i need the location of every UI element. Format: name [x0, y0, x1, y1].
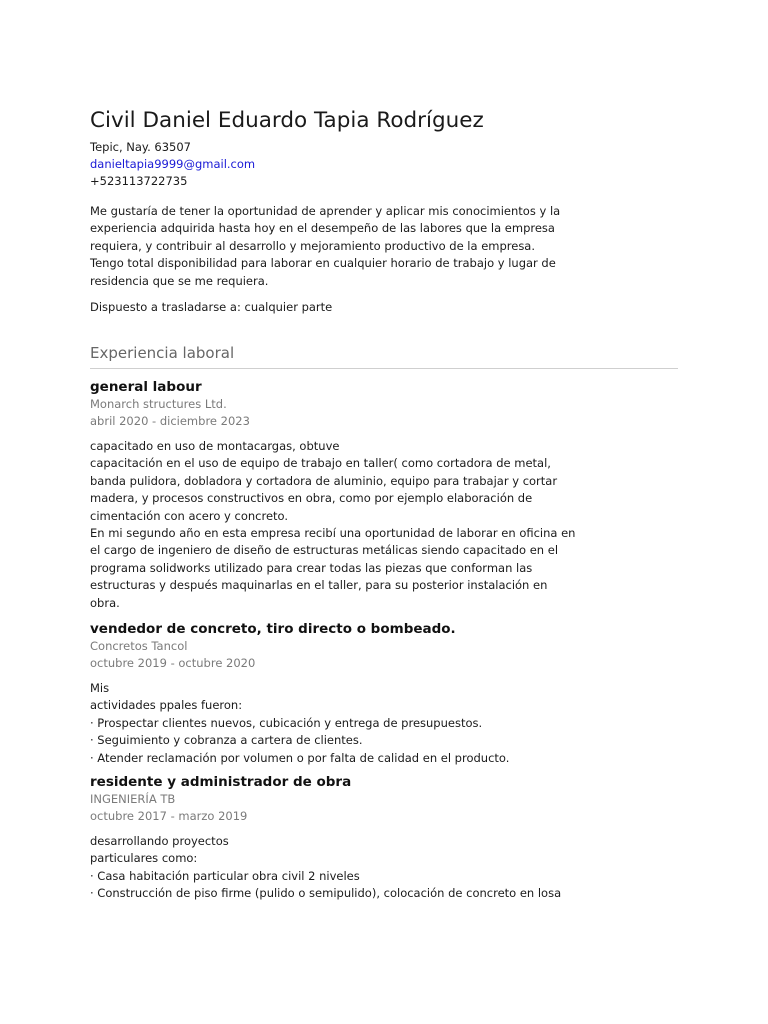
candidate-name: Civil Daniel Eduardo Tapia Rodríguez [90, 108, 484, 133]
job-description [90, 680, 590, 767]
job-description-line: banda pulidora, dobladora y cortadora de aluminio, equipo para trabajar y cortar [90, 473, 558, 488]
job-entry [90, 620, 590, 767]
job-dates: octubre 2019 - octubre 2020 [90, 656, 256, 670]
job-company: Concretos Tancol [90, 639, 188, 653]
job-title: general labour [90, 379, 202, 395]
job-description-line: Mis [90, 681, 110, 695]
summary-line: experiencia adquirida hasta hoy en el desempeño de las labores que la empresa [90, 221, 555, 236]
job-dates: octubre 2017 - marzo 2019 [90, 809, 248, 823]
email-link[interactable]: danieltapia9999@gmail.com [90, 157, 256, 172]
job-description [90, 833, 590, 903]
job-entry [90, 378, 590, 612]
job-description-line: estructuras y después maquinarlas en el taller, para su posterior instalación en [90, 578, 548, 593]
summary-line: requiera, y contribuir al desarrollo y mejoramiento productivo de la empresa. [90, 238, 536, 253]
job-description-line: el cargo de ingeniero de diseño de estructuras metálicas siendo capacitado en el [90, 543, 559, 558]
job-description-line: · Construcción de piso firme (pulido o semipulido), colocación de concreto en losa [90, 886, 562, 901]
section-title-experience: Experiencia laboral [90, 344, 235, 362]
job-description-line: desarrollando proyectos [90, 834, 229, 848]
job-description-line: particulares como: [90, 851, 198, 866]
relocation-text: Dispuesto a trasladarse a: cualquier parte [90, 300, 333, 314]
job-description-line: obra. [90, 595, 120, 610]
job-entry [90, 773, 590, 903]
job-description-line: capacitado en uso de montacargas, obtuve [90, 439, 340, 453]
job-description-line: madera, y procesos constructivos en obra, como por ejemplo elaboración de [90, 491, 533, 506]
summary-line: residencia que se me requiera. [90, 273, 269, 288]
summary-line: Tengo total disponibilidad para laborar en cualquier horario de trabajo y lugar de [90, 256, 556, 271]
job-title: residente y administrador de obra [90, 774, 352, 790]
job-description [90, 438, 590, 612]
job-description-line: cimentación con acero y concreto. [90, 508, 289, 523]
job-description-line: · Seguimiento y cobranza a cartera de clientes. [90, 733, 363, 748]
location-text: Tepic, Nay. 63507 [90, 140, 191, 154]
summary-paragraph [90, 203, 570, 290]
job-company: Monarch structures Ltd. [90, 397, 227, 411]
job-description-line: · Atender reclamación por volumen o por falta de calidad en el producto. [90, 750, 510, 765]
job-dates: abril 2020 - diciembre 2023 [90, 414, 250, 428]
job-description-line: · Casa habitación particular obra civil 2 niveles [90, 868, 360, 883]
job-title: vendedor de concreto, tiro directo o bombeado. [90, 621, 456, 637]
job-description-line: · Prospectar clientes nuevos, cubicación y entrega de presupuestos. [90, 715, 483, 730]
job-description-line: actividades ppales fueron: [90, 698, 243, 713]
section-divider [90, 368, 678, 369]
job-description-line: En mi segundo año en esta empresa recibí una oportunidad de laborar en oficina en [90, 526, 576, 541]
phone-text: +523113722735 [90, 174, 188, 189]
contact-info [90, 139, 255, 191]
job-company: INGENIERÍA TB [90, 792, 176, 806]
job-description-line: capacitación en el uso de equipo de trabajo en taller( como cortadora de metal, [90, 456, 551, 471]
job-description-line: programa solidworks utilizado para crear todas las piezas que conforman las [90, 560, 533, 575]
summary-line: Me gustaría de tener la oportunidad de aprender y aplicar mis conocimientos y la [90, 204, 561, 218]
